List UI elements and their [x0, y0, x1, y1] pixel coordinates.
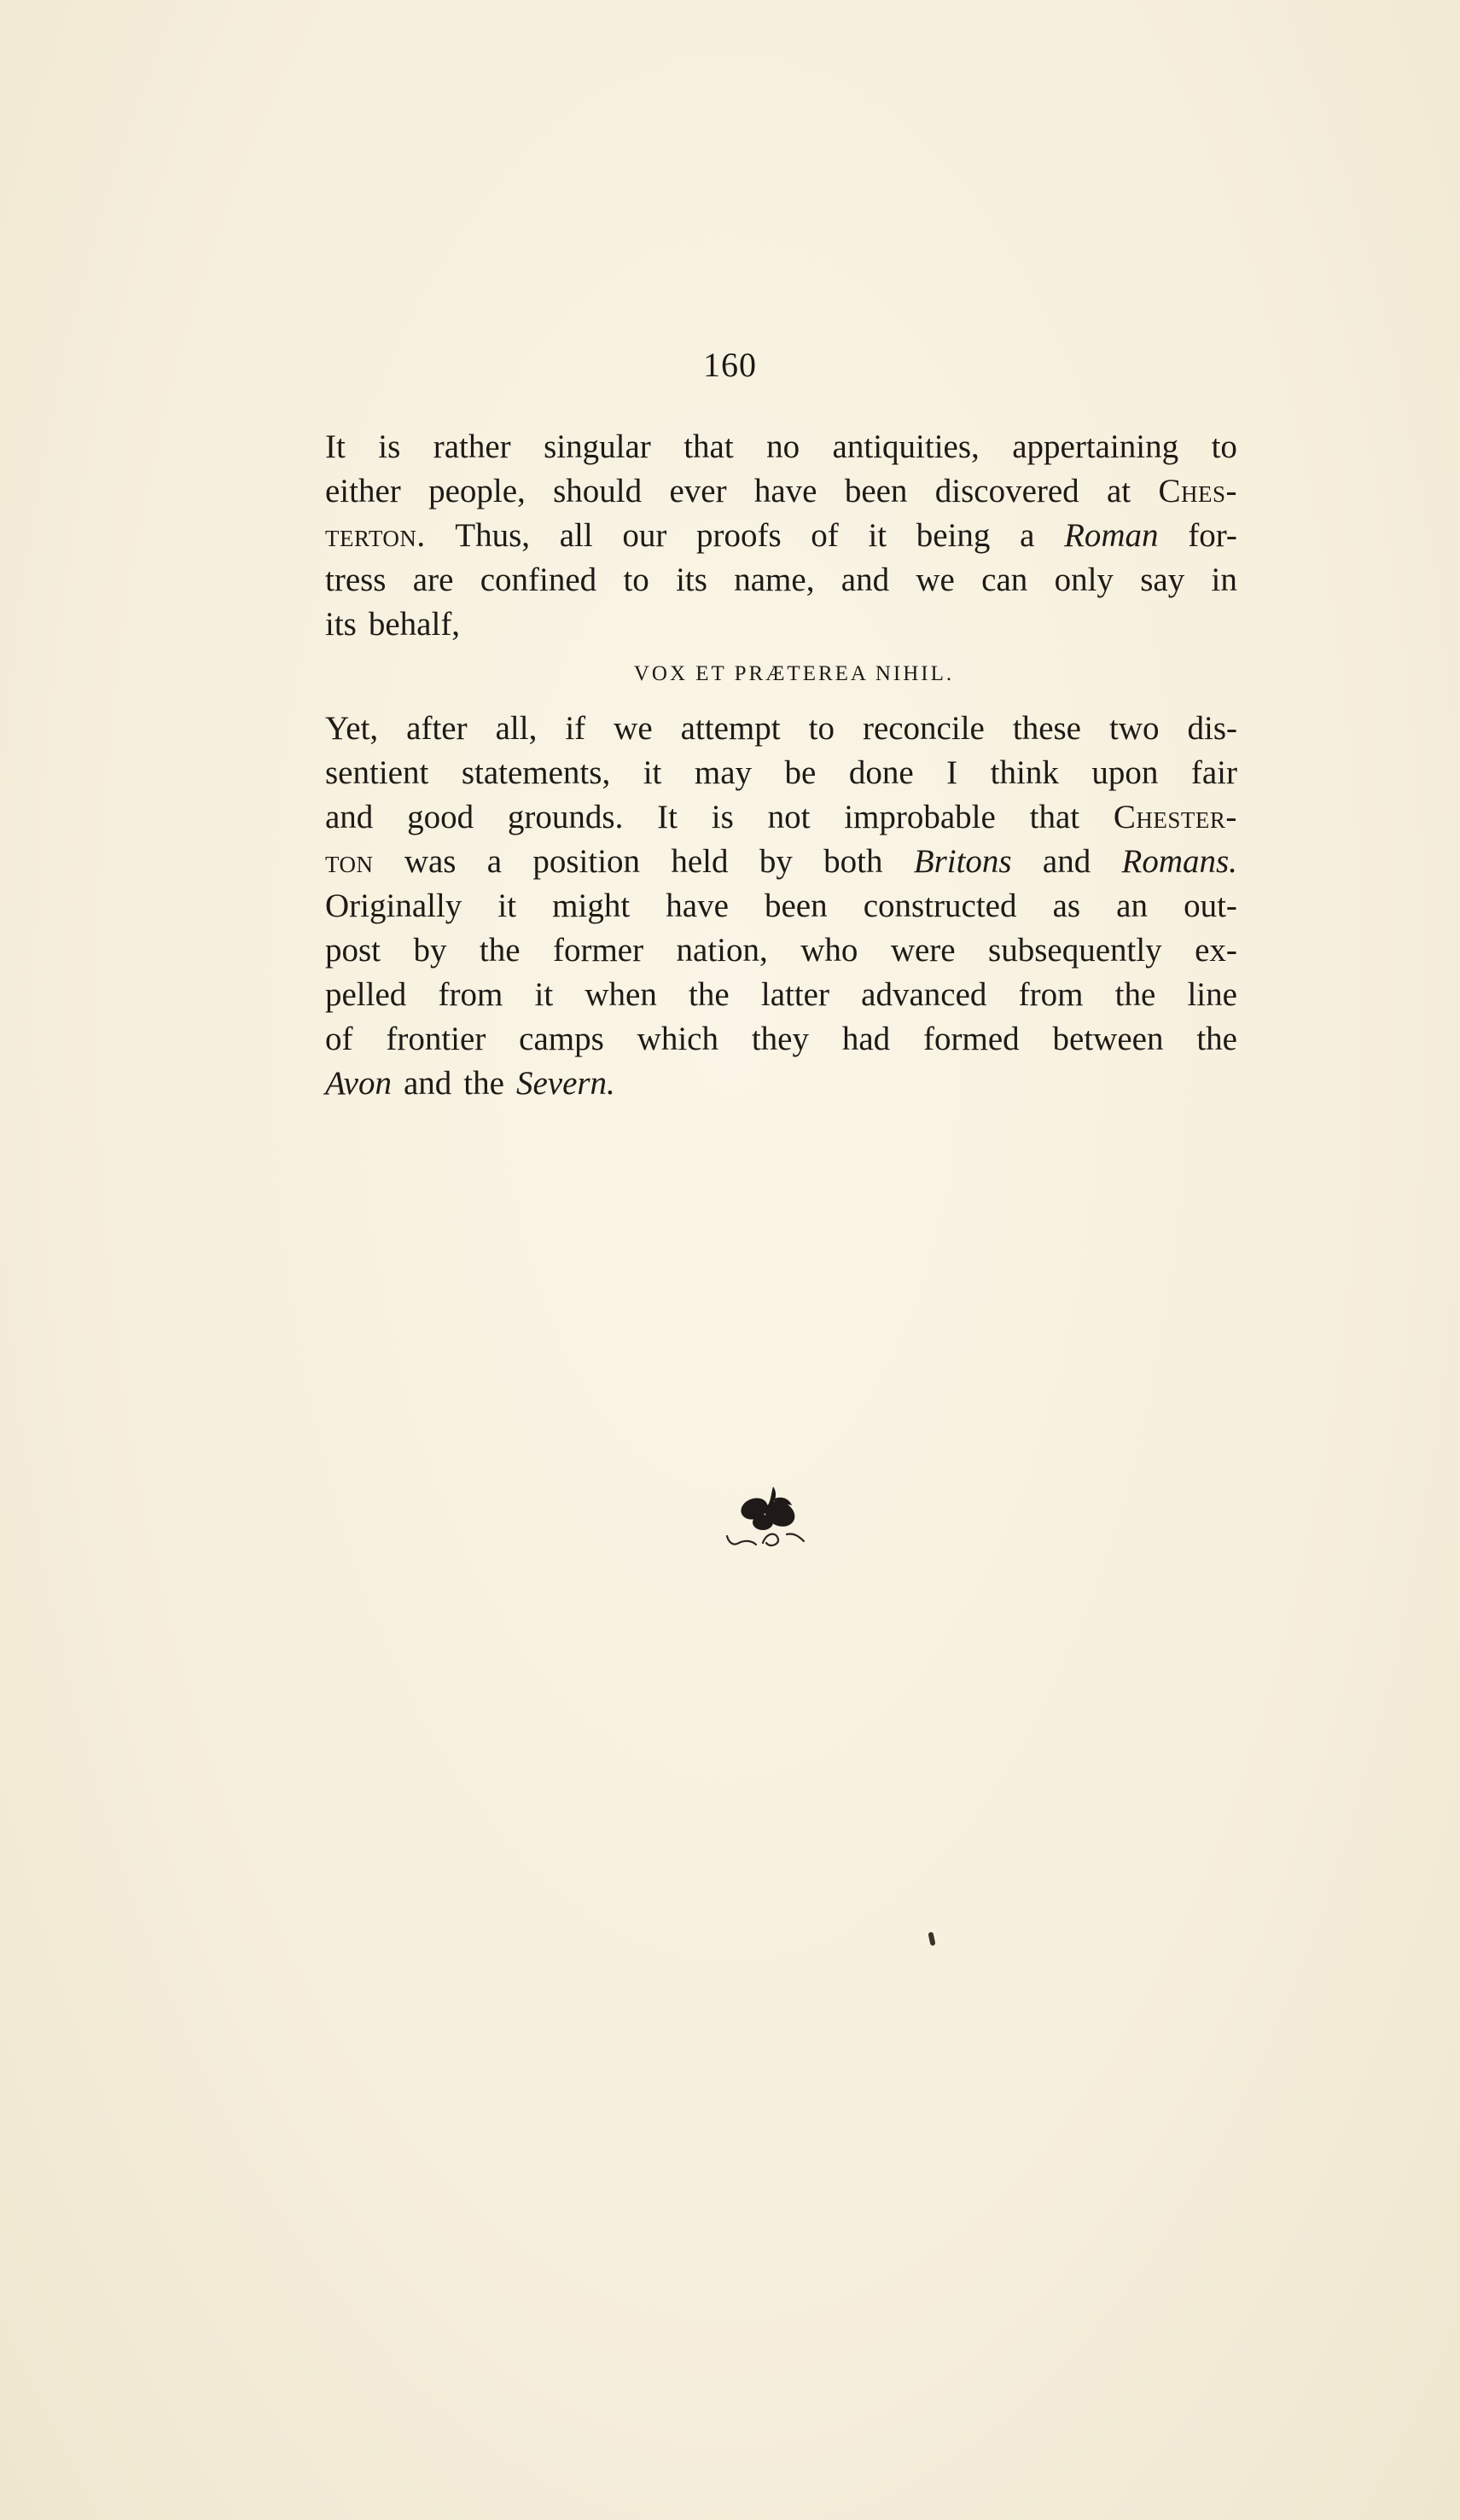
ink-speck: [928, 1932, 935, 1947]
text-line: its behalf,: [325, 606, 461, 643]
text-line: Avon and the Severn.: [325, 1062, 1237, 1106]
text-line: It is rather singular that no antiquities, appertaining to: [325, 428, 1237, 465]
text-line: either people, should ever have been discovered at Ches-: [325, 469, 1237, 514]
page-number: 160: [703, 346, 757, 384]
text-line: pelled from it when the latter advanced from the line: [325, 976, 1237, 1013]
italic-severn: Severn.: [515, 1065, 615, 1102]
place-name-chesterton: Chester-: [1113, 799, 1237, 835]
text-line: terton. Thus, all our proofs of it being a Roman for-: [325, 514, 1237, 558]
place-name-chesterton: terton.: [325, 517, 426, 554]
place-name-chesterton: Ches-: [1158, 473, 1237, 509]
text-line: and good grounds. It is not improbable that Chester-: [325, 795, 1237, 840]
place-name-chesterton: ton: [325, 843, 374, 880]
text-line: Yet, after all, if we attempt to reconcile these two dis-: [325, 710, 1237, 747]
text-line: ton was a position held by both Britons and Romans.: [325, 840, 1237, 884]
latin-quotation: VOX ET PRÆTEREA NIHIL.: [633, 662, 955, 685]
paragraph-1: [325, 425, 1237, 647]
italic-roman: Roman: [1064, 517, 1159, 554]
paragraph-2: [325, 707, 1237, 1106]
text-line: post by the former nation, who were subsequently ex-: [325, 932, 1237, 969]
page-body: [325, 425, 1237, 1106]
text-line: Originally it might have been constructed as an out-: [325, 888, 1237, 924]
italic-avon: Avon: [325, 1065, 392, 1102]
text-line: tress are confined to its name, and we can only say in: [325, 562, 1237, 598]
italic-britons: Britons: [913, 843, 1012, 880]
text-line: of frontier camps which they had formed between the: [325, 1021, 1237, 1057]
fleuron-ornament-icon: [722, 1480, 824, 1557]
text-line: sentient statements, it may be done I think upon fair: [325, 754, 1237, 791]
italic-romans: Romans.: [1121, 843, 1237, 880]
